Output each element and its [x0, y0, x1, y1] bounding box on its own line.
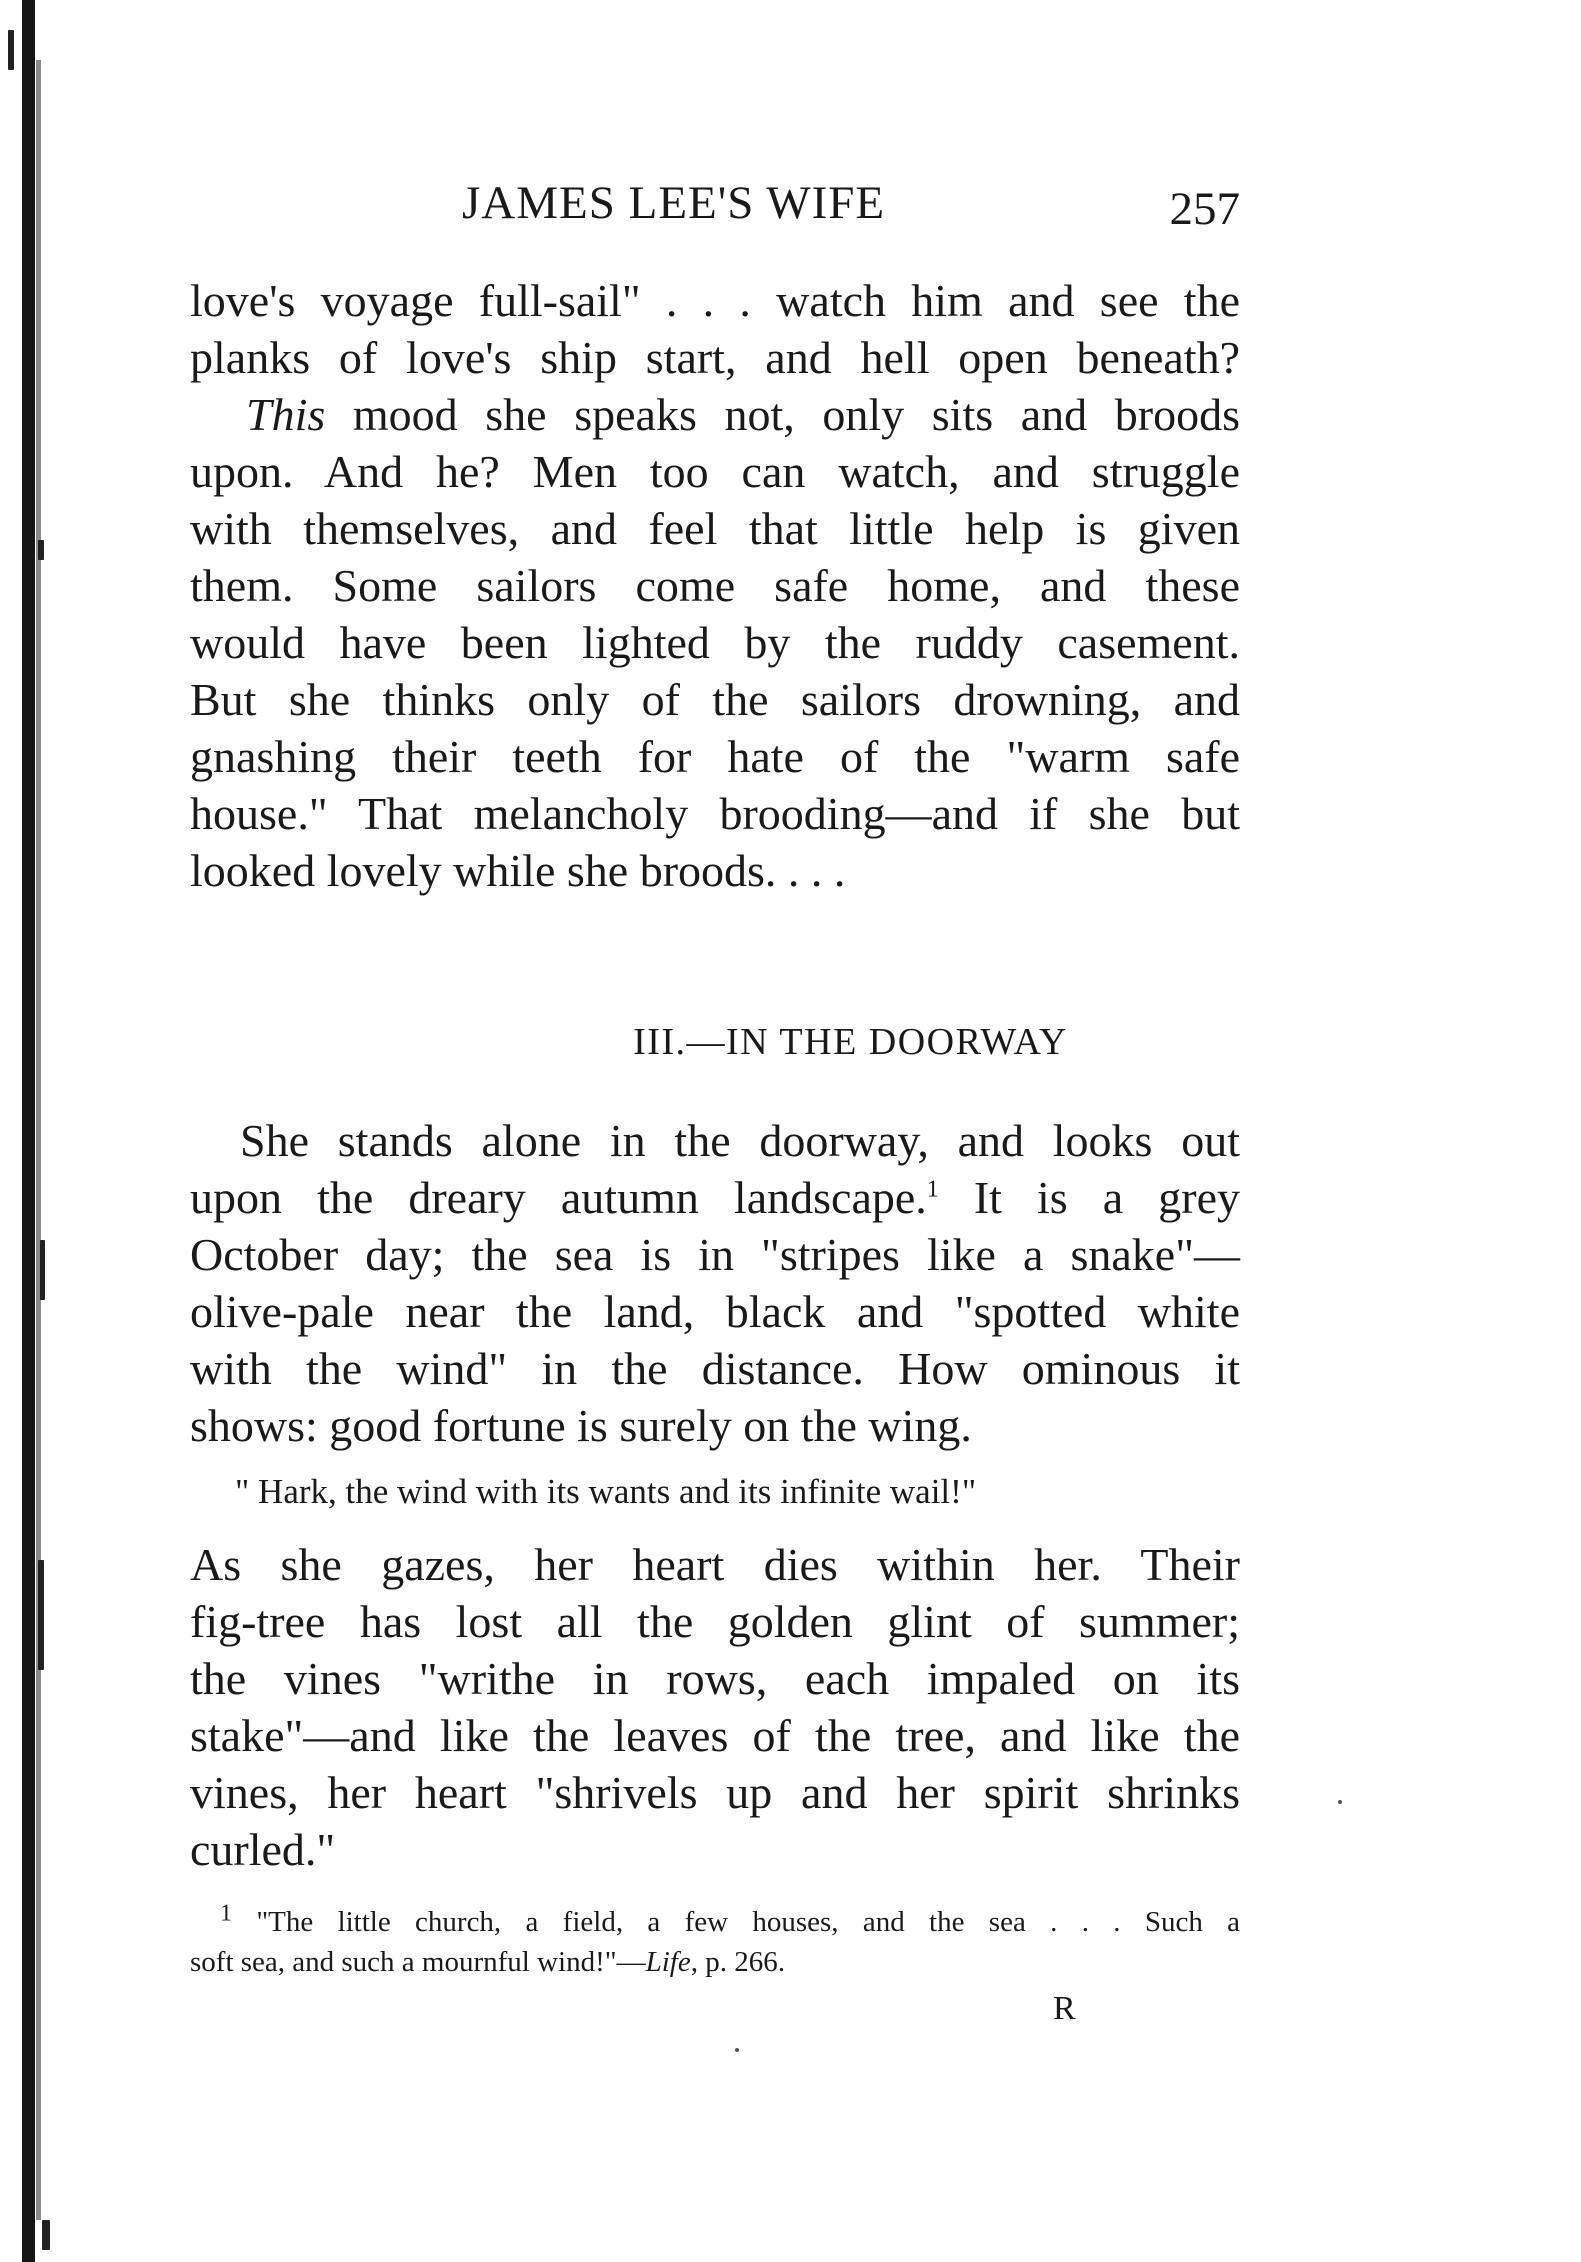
text-line: looked lovely while she broods. . . .: [190, 845, 846, 896]
footnote-text: "The little church, a field, a few houses, and the sea . . . Such a: [256, 1906, 1241, 1938]
footnote: [190, 1902, 1240, 1982]
footnote-marker: 1: [926, 1176, 939, 1203]
text-line: fig-tree has lost all the golden glint of summer;: [190, 1596, 1240, 1647]
text-line: She stands alone in the doorway, and looks out: [240, 1115, 1240, 1166]
spine-speck: [38, 1560, 44, 1670]
spine-shadow: [22, 0, 35, 2262]
text-line: planks of love's ship start, and hell open beneath?: [190, 332, 1240, 383]
text-line: the vines "writhe in rows, each impaled on its: [190, 1653, 1240, 1704]
text-line-end: It is a grey: [938, 1172, 1240, 1223]
text-line: house." That melancholy brooding—and if she but: [190, 788, 1240, 839]
section-heading: [0, 1020, 1581, 1064]
paper-speck: [1338, 1800, 1342, 1804]
text-line-start: upon the dreary autumn landscape.: [190, 1172, 927, 1223]
footnote-number: 1: [220, 1900, 232, 1927]
spine-speck: [40, 1240, 45, 1300]
running-title: JAMES LEE'S WIFE: [462, 177, 886, 229]
spine-speck: [42, 2220, 50, 2250]
text-line: As she gazes, her heart dies within her. Their: [190, 1539, 1240, 1590]
page-header: [190, 176, 1240, 246]
section-heading-text: III.—IN THE DOORWAY: [633, 1021, 1068, 1063]
text-line-rest: mood she speaks not, only sits and broods: [325, 389, 1240, 440]
footnote-line: [190, 1942, 1240, 1982]
paragraph-1: [190, 272, 1240, 899]
text-line: stake"—and like the leaves of the tree, and like the: [190, 1710, 1240, 1761]
text-line: October day; the sea is in "stripes like a snake"—: [190, 1229, 1240, 1280]
text-line: them. Some sailors come safe home, and these: [190, 560, 1240, 611]
text-line: [190, 1169, 1240, 1226]
footnote-page-ref: , p. 266.: [690, 1946, 785, 1978]
printer-signature-mark: R: [1053, 1990, 1076, 2027]
text-line: olive-pale near the land, black and "spotted white: [190, 1286, 1240, 1337]
text-line: with themselves, and feel that little help is given: [190, 503, 1240, 554]
paper-speck: [735, 2048, 739, 2052]
paragraph-3: [190, 1536, 1240, 1878]
text-line: gnashing their teeth for hate of the "warm safe: [190, 731, 1240, 782]
text-line: upon. And he? Men too can watch, and struggle: [190, 446, 1240, 497]
spine-shadow-inner: [36, 60, 41, 2220]
text-line: vines, her heart "shrivels up and her spirit shrinks: [190, 1767, 1240, 1818]
text-line: [190, 386, 1240, 443]
text-line: would have been lighted by the ruddy casement.: [190, 617, 1240, 668]
page-number: 257: [1169, 183, 1240, 235]
text-line: love's voyage full-sail" . . . watch him and see the: [190, 275, 1240, 326]
text-line: curled.": [190, 1824, 336, 1875]
spine-speck: [38, 540, 44, 560]
book-spine-edge: [0, 0, 50, 2262]
block-quote: " Hark, the wind with its wants and its infinite wail!": [235, 1472, 977, 1511]
italic-word: This: [246, 389, 326, 440]
footnote-line: [190, 1902, 1240, 1942]
text-line: shows: good fortune is surely on the wing.: [190, 1400, 972, 1451]
text-line: But she thinks only of the sailors drowning, and: [190, 674, 1240, 725]
footnote-source: Life: [645, 1946, 691, 1978]
footnote-text: soft sea, and such a mournful wind!"—: [190, 1946, 646, 1978]
paragraph-2: [190, 1112, 1240, 1454]
text-line: with the wind" in the distance. How ominous it: [190, 1343, 1240, 1394]
spine-speck: [8, 30, 14, 70]
